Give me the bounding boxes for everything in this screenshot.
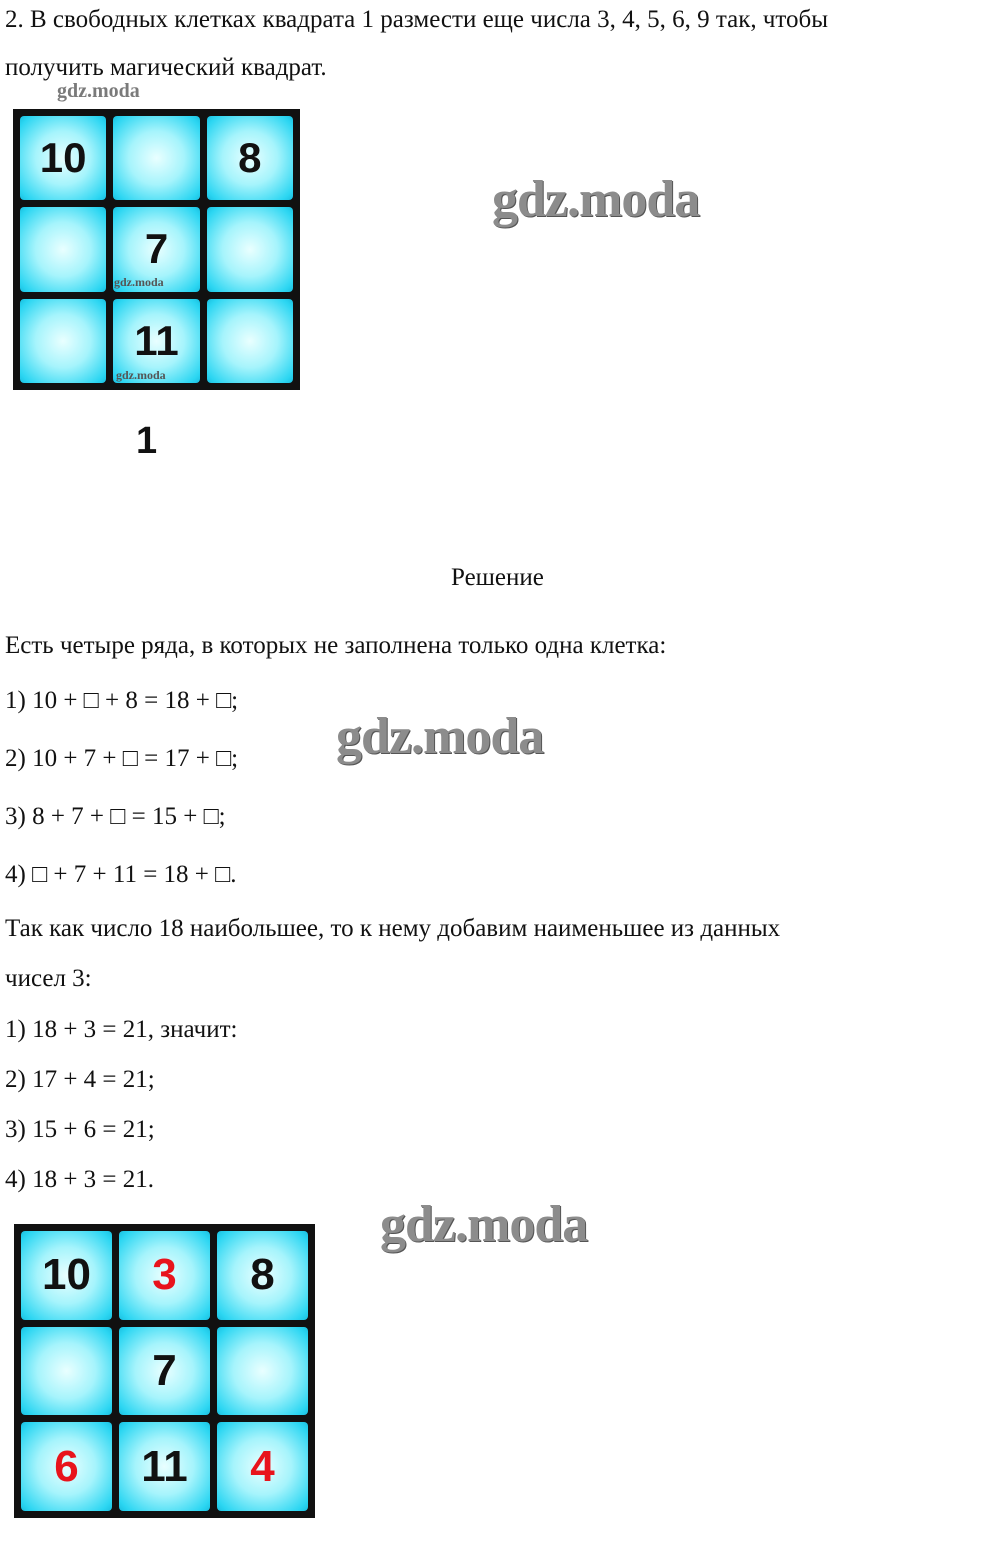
square2-cell: 4	[217, 1422, 308, 1511]
step-row: 4) 18 + 3 = 21.	[5, 1166, 155, 1193]
square1-cell	[207, 207, 293, 291]
square2-cell: 8	[217, 1231, 308, 1320]
watermark-logo: gdz.moda	[492, 171, 700, 228]
square2-cell: 3	[119, 1231, 210, 1320]
step-row: 2) 17 + 4 = 21;	[5, 1066, 155, 1093]
square1-cell	[20, 207, 106, 291]
square2-cell	[217, 1327, 308, 1416]
square1-cell: 8	[207, 116, 293, 200]
equation-row: 3) 8 + 7 + □ = 15 + □;	[5, 803, 226, 830]
equation-row: 2) 10 + 7 + □ = 17 + □;	[5, 745, 239, 772]
square2-cell	[21, 1327, 112, 1416]
square1-cell: 10	[20, 116, 106, 200]
solution-heading: Решение	[451, 564, 544, 591]
square1-cell: 11	[113, 299, 199, 383]
figure-label: 1	[136, 420, 158, 462]
reason-line-2: чисел 3:	[5, 965, 92, 992]
square1-cell	[207, 299, 293, 383]
square1-cell	[113, 116, 199, 200]
equation-row: 4) □ + 7 + 11 = 18 + □.	[5, 861, 237, 888]
task-line-1: 2. В свободных клетках квадрата 1 размести еще числа 3, 4, 5, 6, 9 так, чтобы	[5, 6, 829, 33]
watermark-logo-tiny: gdz.moda	[114, 275, 164, 289]
square2-cell: 11	[119, 1422, 210, 1511]
reason-line-1: Так как число 18 наибольшее, то к нему добавим наименьшее из данных	[5, 915, 781, 942]
square2-cell: 10	[21, 1231, 112, 1320]
watermark-logo-tiny: gdz.moda	[116, 368, 166, 382]
watermark-logo-small: gdz.moda	[57, 80, 140, 102]
step-row: 3) 15 + 6 = 21;	[5, 1116, 155, 1143]
square1-cell: 7	[113, 207, 199, 291]
square1-cell	[20, 299, 106, 383]
equation-row: 1) 10 + □ + 8 = 18 + □;	[5, 687, 239, 714]
square2-cell: 7	[119, 1327, 210, 1416]
watermark-logo: gdz.moda	[336, 708, 544, 765]
solution-intro: Есть четыре ряда, в которых не заполнена только одна клетка:	[5, 632, 667, 659]
watermark-logo: gdz.moda	[380, 1196, 588, 1253]
magic-square-solved	[14, 1224, 315, 1518]
magic-square-initial	[13, 109, 300, 390]
task-line-2: получить магический квадрат.	[5, 54, 327, 81]
square2-cell: 6	[21, 1422, 112, 1511]
step-row: 1) 18 + 3 = 21, значит:	[5, 1016, 238, 1043]
